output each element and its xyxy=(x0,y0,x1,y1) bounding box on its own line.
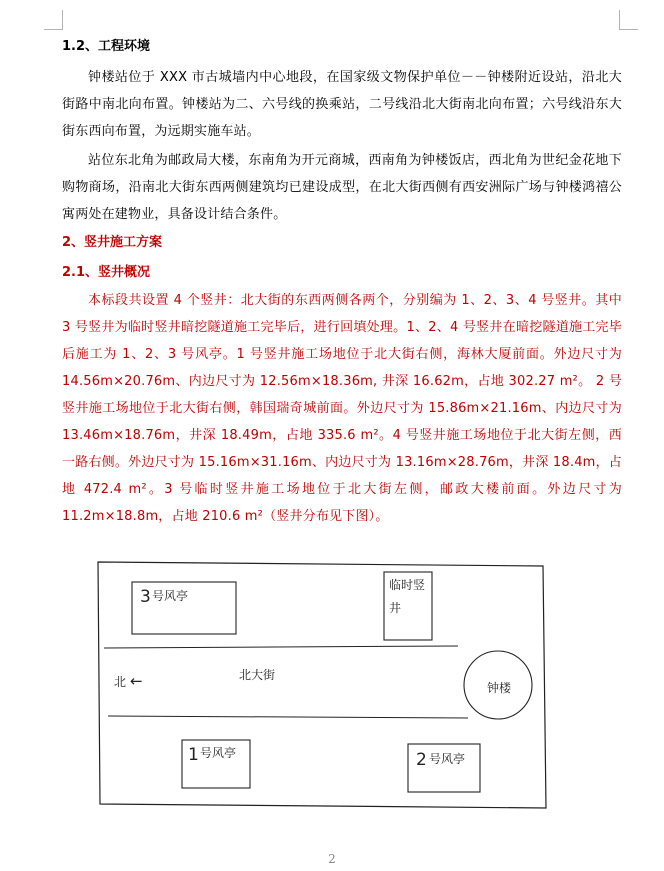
pavilion-3-label: 号风亭 xyxy=(152,589,189,603)
north-arrow-icon: ← xyxy=(130,672,143,690)
temporary-shaft-label-2: 井 xyxy=(389,601,402,615)
page-body xyxy=(62,30,622,530)
margin-mark-top-right-h xyxy=(620,29,638,30)
pavilion-2-label: 号风亭 xyxy=(429,752,466,766)
margin-mark-top-right xyxy=(619,10,620,30)
heading-1-2: 1.2、工程环境 xyxy=(62,39,151,54)
paragraph-shaft-overview: 本标段共设置 4 个竖井：北大街的东西两侧各两个，分别编为 1、2、3、4 号竖井。其中 3 号竖井为临时竖井暗挖隧道施工完毕后，进行回填处理。1、2、4 号竖井在暗挖隧道施工完毕后施工为 1、2、3 号风亭。1 号竖井施工场地位于北大街右侧，海林大厦前面。外边尺寸为 14.56m×20.76m、内边尺寸为 12.56m×18.36m, 井深 16.62m，占地 302.27 m²。 2 号竖井施工场地位于北大街右侧，韩国瑞奇城前面。外边尺寸为 15.86m×21.16m、内边尺寸为 13.46m×18.76m，井深 18.49m，占地 335.6 m²。4 号竖井施工场地位于北大街左侧，西一路右侧。外边尺寸为 15.16m×31.16m、内边尺寸为 13.16m×28.76m，井深 18.4m，占地 472.4 m²。3 号临时竖井施工场地位于北大街左侧，邮政大楼前面。外边尺寸为 11.2m×18.8m，占地 210.6 m²（竖井分布见下图）。 xyxy=(62,293,622,524)
paragraph-environment-1: 钟楼站位于 XXX 市古城墙内中心地段，在国家级文物保护单位－－钟楼附近设站，沿北大街路中南北向布置。钟楼站为二、六号线的换乘站，二号线沿北大街南北向布置；六号线沿东大街东西向布置，为远期实施车站。 xyxy=(62,70,622,139)
street-edge-upper xyxy=(104,646,458,648)
pavilion-2-number: 2 xyxy=(416,750,427,770)
margin-mark-top-left-h xyxy=(44,29,62,30)
pavilion-3-number: 3 xyxy=(140,587,151,607)
shaft-layout-diagram xyxy=(94,558,548,814)
bell-tower-label: 钟楼 xyxy=(487,681,512,695)
north-label: 北 xyxy=(114,675,127,689)
paragraph-environment-2: 站位东北角为邮政局大楼，东南角为开元商城，西南角为钟楼饭店，西北角为世纪金花地下购物商场，沿南北大街东西两侧建筑均已建设成型，在北大街西侧有西安洲际广场与钟楼鸿禧公寓两处在建物业，具备设计结合条件。 xyxy=(62,153,622,222)
street-name-label: 北大街 xyxy=(239,668,276,682)
temporary-shaft-label-1: 临时竖 xyxy=(389,578,426,592)
margin-mark-top-left xyxy=(62,10,63,30)
page-number: 2 xyxy=(328,852,336,866)
pavilion-1-label: 号风亭 xyxy=(200,746,237,760)
street-edge-lower xyxy=(108,716,468,718)
heading-2-1: 2.1、竖井概况 xyxy=(62,265,151,280)
pavilion-1-number: 1 xyxy=(188,745,199,765)
heading-2: 2、竖井施工方案 xyxy=(62,235,163,250)
